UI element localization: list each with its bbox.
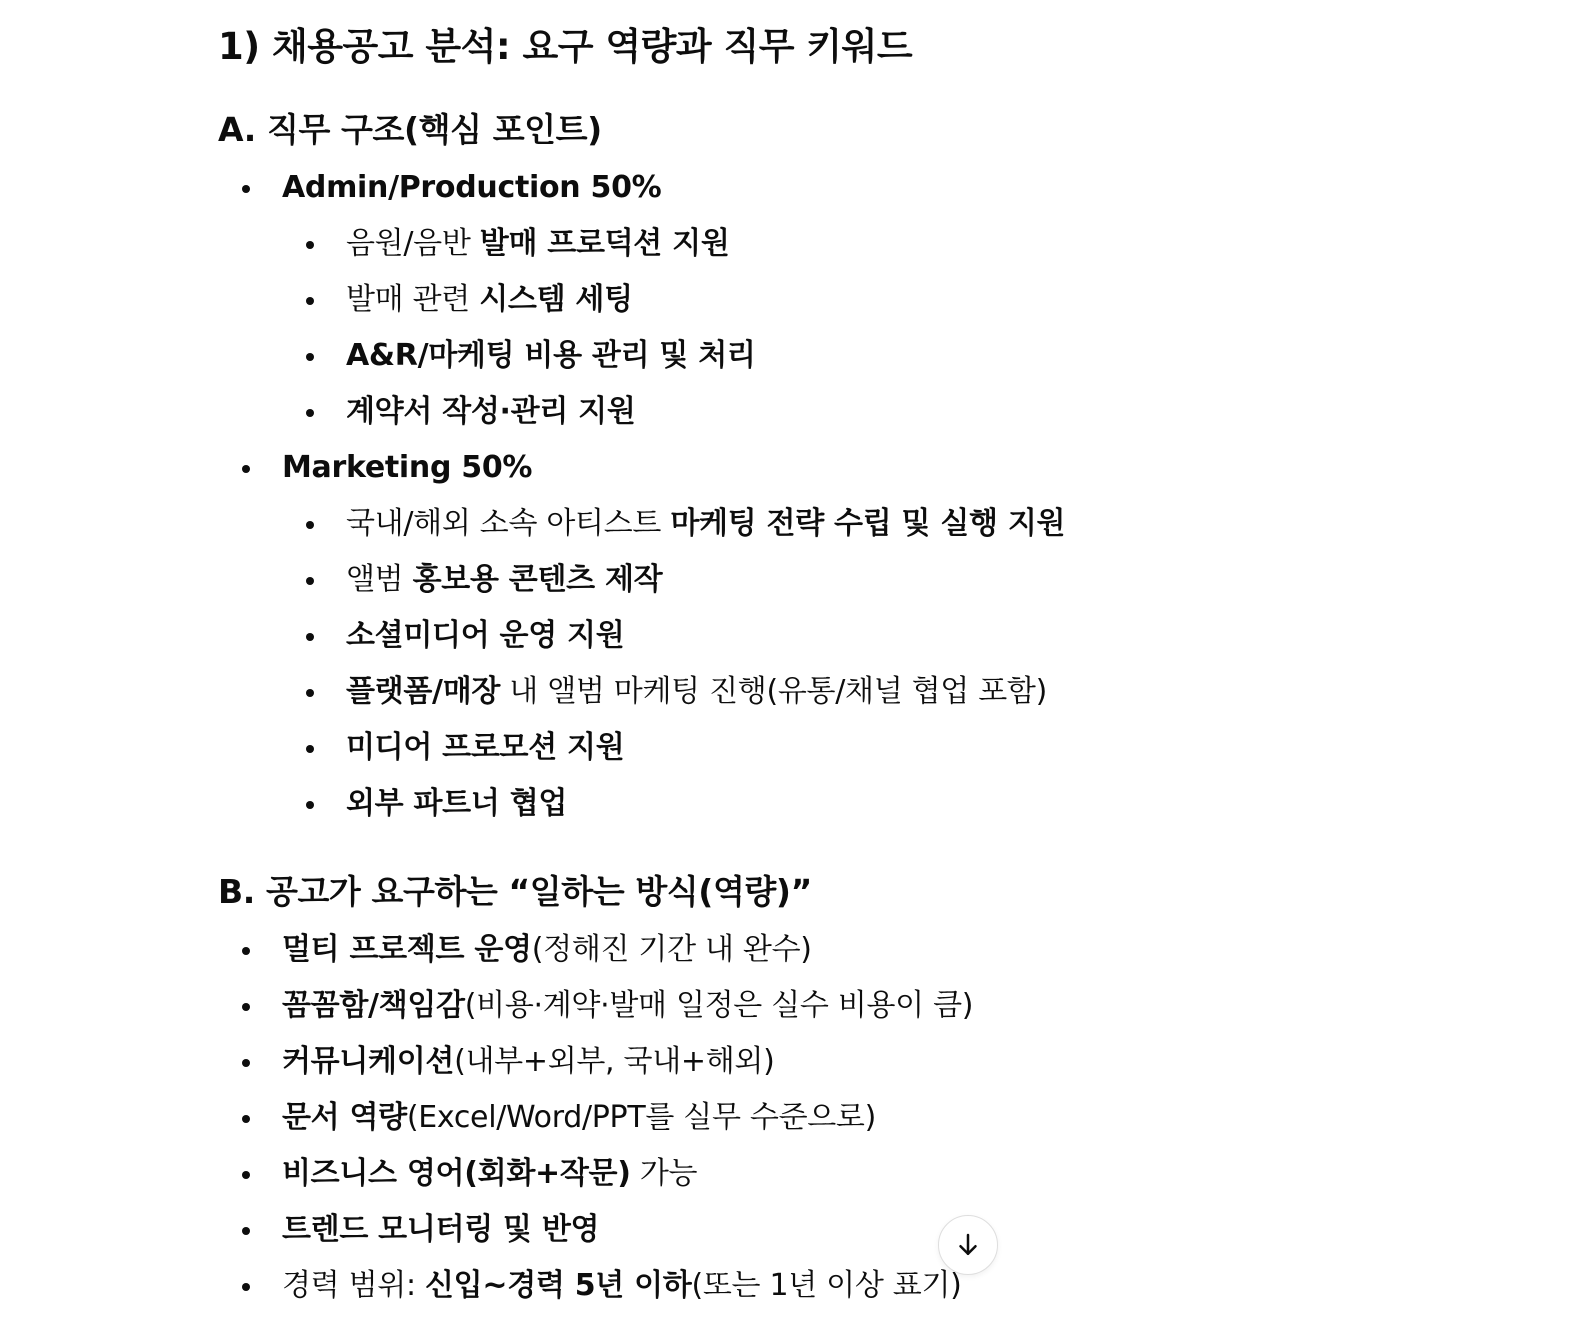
bullet-icon	[242, 1227, 250, 1235]
list-item: 멀티 프로젝트 운영(정해진 기간 내 완수)	[218, 922, 1218, 978]
bullet-icon	[242, 185, 250, 193]
bullet-icon	[306, 353, 314, 361]
page-heading: 1) 채용공고 분석: 요구 역량과 직무 키워드	[218, 25, 913, 68]
list-item-marketing	[218, 440, 1218, 832]
list-item: 꼼꼼함/책임감(비용·계약·발매 일정은 실수 비용이 큼)	[218, 978, 1218, 1034]
bullet-icon	[242, 1059, 250, 1067]
list-item: 비즈니스 영어(회화+작문) 가능	[218, 1146, 1218, 1202]
bullet-icon	[306, 241, 314, 249]
list-item: 음원/음반 발매 프로덕션 지원	[218, 216, 1218, 272]
bullet-icon	[242, 465, 250, 473]
document-body	[218, 18, 1218, 1314]
bullet-icon	[306, 521, 314, 529]
bullet-icon	[306, 689, 314, 697]
list-item: 문서 역량(Excel/Word/PPT를 실무 수준으로)	[218, 1090, 1218, 1146]
bullet-icon	[242, 947, 250, 955]
list-item: 발매 관련 시스템 세팅	[218, 272, 1218, 328]
list-item: 미디어 프로모션 지원	[218, 720, 1218, 776]
list-item: 플랫폼/매장 내 앨범 마케팅 진행(유통/채널 협업 포함)	[218, 664, 1218, 720]
bullet-icon	[242, 1283, 250, 1291]
list-item: 소셜미디어 운영 지원	[218, 608, 1218, 664]
list-item: 트렌드 모니터링 및 반영	[218, 1202, 1218, 1258]
section-a-title: A. 직무 구조(핵심 포인트)	[218, 110, 602, 149]
list-item: 커뮤니케이션(내부+외부, 국내+해외)	[218, 1034, 1218, 1090]
list-item: 앨범 홍보용 콘텐츠 제작	[218, 552, 1218, 608]
bullet-icon	[242, 1171, 250, 1179]
list-item: 국내/해외 소속 아티스트 마케팅 전략 수립 및 실행 지원	[218, 496, 1218, 552]
arrow-down-icon	[953, 1230, 983, 1260]
list-item: 경력 범위: 신입~경력 5년 이하(또는 1년 이상 표기)	[218, 1258, 1218, 1314]
list-item-admin-production	[218, 160, 1218, 440]
bullet-icon	[306, 577, 314, 585]
bullet-icon	[306, 633, 314, 641]
bullet-icon	[306, 801, 314, 809]
group-label: Marketing 50%	[282, 450, 533, 485]
list-item: A&R/마케팅 비용 관리 및 처리	[218, 328, 1218, 384]
group-label: Admin/Production 50%	[282, 170, 662, 205]
bullet-icon	[306, 409, 314, 417]
section-b-title: B. 공고가 요구하는 “일하는 방식(역량)”	[218, 872, 812, 911]
scroll-to-bottom-button[interactable]	[938, 1215, 998, 1275]
section-a-list	[218, 160, 1218, 832]
bullet-icon	[242, 1003, 250, 1011]
list-item: 외부 파트너 협업	[218, 776, 1218, 832]
admin-production-sublist	[282, 216, 1218, 440]
bullet-icon	[306, 745, 314, 753]
bullet-icon	[242, 1115, 250, 1123]
section-b-list	[218, 922, 1218, 1314]
bullet-icon	[306, 297, 314, 305]
list-item: 계약서 작성·관리 지원	[218, 384, 1218, 440]
marketing-sublist	[282, 496, 1218, 832]
